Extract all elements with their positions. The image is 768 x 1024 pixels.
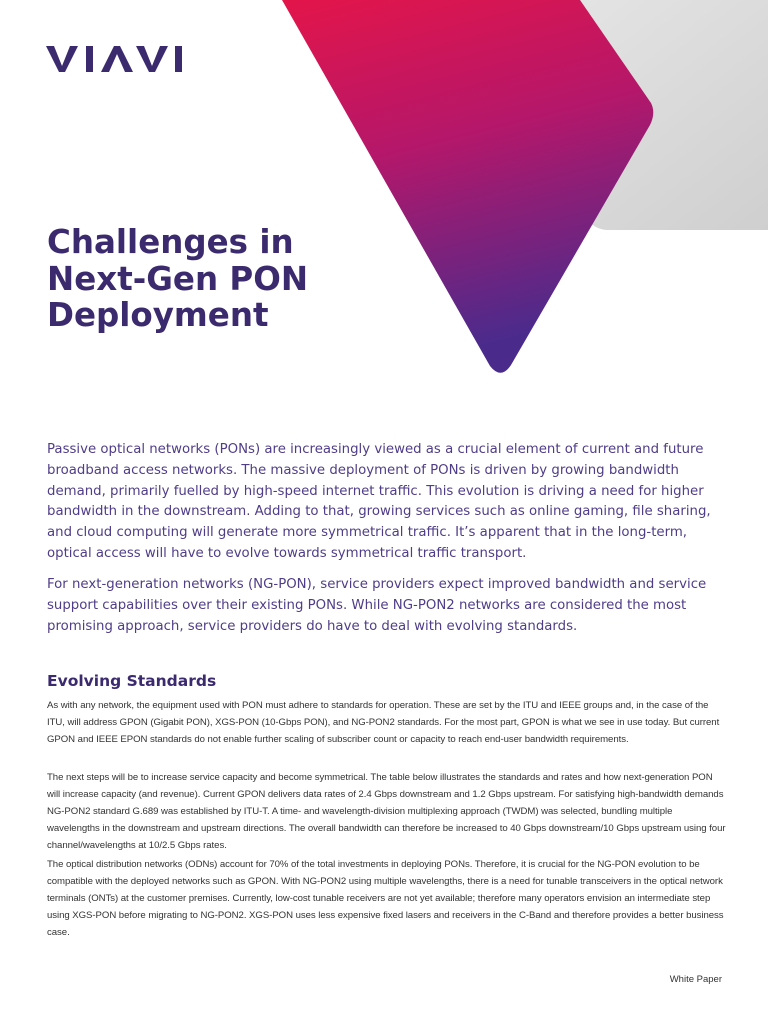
body-paragraph: The optical distribution networks (ODNs) account for 70% of the total investments in deploying PONs. Therefore, it is crucial for the NG-PON evolution to be compatible with the deployed networks such as GPON. With NG-PON2 using multiple wavelengths, there is a need for tunable transceivers in the optical network terminals (ONTs) at the customer premises. Currently, low-cost tunable receivers are not yet available; therefore many operators envision an intermediate step using XGS-PON before migrating to NG-PON2. XGS-PON uses less expensive fixed lasers and receivers in the C-Band and therefore provides a better business case. — [47, 859, 724, 938]
title-line-1: Challenges in — [47, 223, 294, 261]
title-line-2: Next-Gen PON — [47, 259, 309, 298]
page-title — [47, 224, 407, 334]
title-line-3: Deployment — [47, 296, 269, 334]
body-paragraph: The next steps will be to increase service capacity and become symmetrical. The table below illustrates the standards and rates and how next-generation PON will increase capacity (and revenue). Current GPON delivers data rates of 2.4 Gbps downstream and 1.2 Gbps upstream. For satisfying high-bandwidth demands NG-PON2 standard G.689 was established by ITU-T. A time- and wavelength-division multiplexing approach (TWDM) was selected, bundling multiple wavelengths in the downstream and upstream directions. The overall bandwidth can therefore be increased to 40 Gbps downstream/10 Gbps upstream using four channel/wavelengths at 10/2.5 Gbps rates. — [47, 772, 726, 851]
body-paragraph: As with any network, the equipment used with PON must adhere to standards for operation. These are set by the ITU and IEEE groups and, in the case of the ITU, will address GPON (Gigabit PON), XGS-PON (10-Gbps PON), and NG-PON2 standards. For the most part, GPON is what we see in use today. But current GPON and IEEE EPON standards do not enable further scaling of subscriber count or capacity to reach end-user bandwidth requirements. — [47, 700, 720, 745]
footer-label: White Paper — [669, 974, 722, 985]
section-heading: Evolving Standards — [47, 672, 217, 690]
intro-paragraph: For next-generation networks (NG-PON), service providers expect improved bandwidth and service support capabilities over their existing PONs. While NG-PON2 networks are considered the most promising approach, service providers do have to deal with evolving standards. — [47, 577, 707, 634]
intro-paragraph: Passive optical networks (PONs) are increasingly viewed as a crucial element of current and future broadband access networks. The massive deployment of PONs is driven by growing bandwidth demand, primarily fuelled by high-speed internet traffic. This evolution is driving a need for higher bandwidth in the downstream. Adding to that, growing services such as online gaming, file sharing, and cloud computing will generate more symmetrical traffic. It’s apparent that in the long-term, optical access will have to evolve towards symmetrical traffic transport. — [47, 442, 711, 561]
viavi-logo — [46, 42, 182, 74]
